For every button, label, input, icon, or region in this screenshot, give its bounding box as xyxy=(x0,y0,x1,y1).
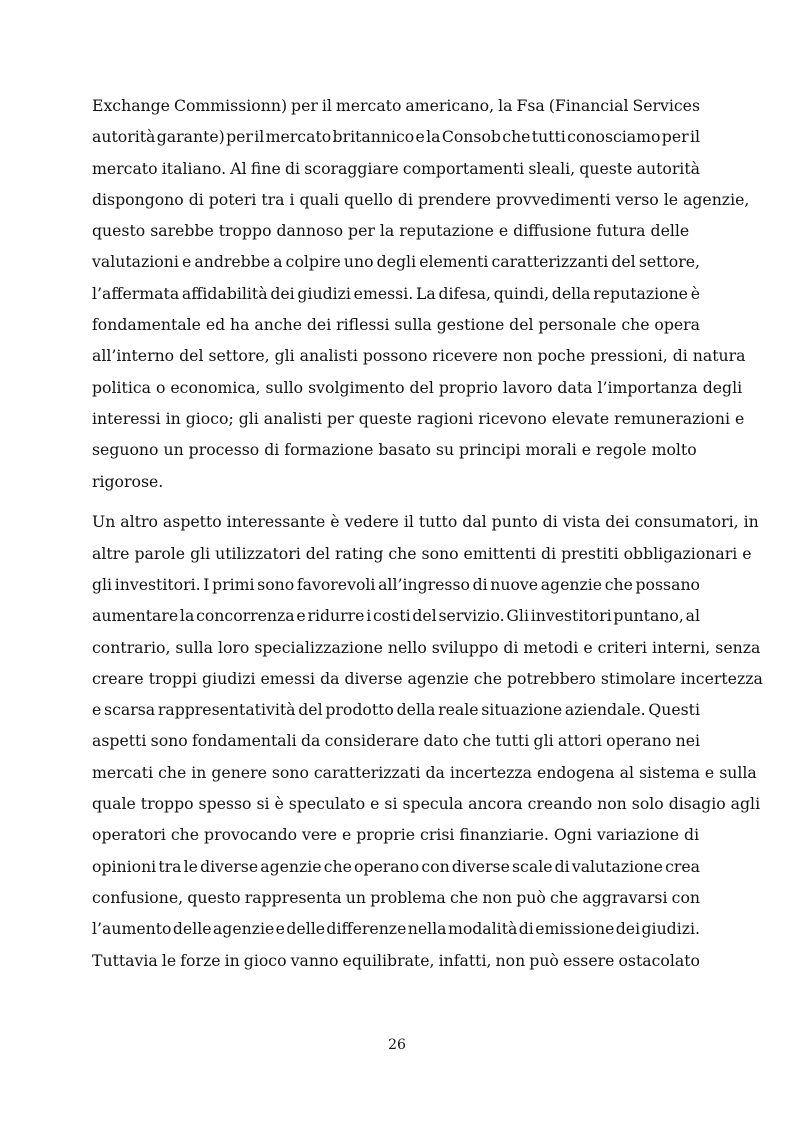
text-line: altre parole gli utilizzatori del rating che sono emittenti di prestiti obbligazionari e xyxy=(92,543,752,563)
text-line: interessi in gioco; gli analisti per queste ragioni ricevono elevate remunerazioni e xyxy=(92,408,745,428)
text-line: confusione, questo rappresenta un problema che non può che aggravarsi con xyxy=(92,887,700,907)
text-line: all’interno del settore, gli analisti possono ricevere non poche pressioni, di natura xyxy=(92,346,746,366)
text-line: seguono un processo di formazione basato su principi morali e regole molto xyxy=(92,440,697,460)
text-line: contrario, sulla loro specializzazione nello sviluppo di metodi e criteri interni, senza xyxy=(92,637,761,657)
paragraph-1 xyxy=(92,90,750,497)
text-line: creare troppi giudizi emessi da diverse agenzie che potrebbero stimolare incertezza xyxy=(92,668,763,688)
text-line: fondamentale ed ha anche dei riflessi sulla gestione del personale che opera xyxy=(92,315,700,335)
text-line: Un altro aspetto interessante è vedere il tutto dal punto di vista dei consumatori, in xyxy=(92,512,759,532)
text-line: Exchange Commissionn) per il mercato americano, la Fsa (Financial Services xyxy=(92,96,700,115)
text-line: opinioni tra le diverse agenzie che operano con diverse scale di valutazione crea xyxy=(92,856,700,876)
text-line: mercati che in genere sono caratterizzati da incertezza endogena al sistema e sulla xyxy=(92,762,757,782)
text-line: operatori che provocando vere e proprie crisi finanziarie. Ogni variazione di xyxy=(92,825,700,845)
text-line: quale troppo spesso si è speculato e si specula ancora creando non solo disagio agli xyxy=(92,794,761,814)
text-line: questo sarebbe troppo dannoso per la reputazione e diffusione futura delle xyxy=(92,221,690,241)
text-line: gli investitori. I primi sono favorevoli all’ingresso di nuove agenzie che possano xyxy=(92,574,700,594)
body-text xyxy=(92,90,763,976)
text-line: politica o economica, sullo svolgimento del proprio lavoro data l’importanza degli xyxy=(92,377,743,397)
text-line: valutazioni e andrebbe a colpire uno degli elementi caratterizzanti del settore, xyxy=(92,252,700,272)
text-line: aspetti sono fondamentali da considerare dato che tutti gli attori operano nei xyxy=(92,731,700,751)
text-line: l’aumento delle agenzie e delle differenze nella modalità di emissione dei giudizi. xyxy=(92,919,700,939)
text-line: Tuttavia le forze in gioco vanno equilibrate, infatti, non può essere ostacolato xyxy=(92,950,700,970)
text-line: mercato italiano. Al fine di scoraggiare comportamenti sleali, queste autorità xyxy=(92,158,700,178)
text-line: rigorose. xyxy=(92,471,164,491)
text-line: autorità garante) per il mercato britannico e la Consob che tutti conosciamo per il xyxy=(92,127,700,147)
page-number: 26 xyxy=(388,1037,406,1053)
text-line: l’affermata affidabilità dei giudizi emessi. La difesa, quindi, della reputazione è xyxy=(92,283,700,303)
text-line: dispongono di poteri tra i quali quello di prendere provvedimenti verso le agenzie, xyxy=(92,189,750,209)
text-line: e scarsa rappresentatività del prodotto della reale situazione aziendale. Questi xyxy=(92,700,700,720)
paragraph-2 xyxy=(92,506,763,975)
text-line: aumentare la concorrenza e ridurre i costi del servizio. Gli investitori puntano, al xyxy=(92,606,700,626)
